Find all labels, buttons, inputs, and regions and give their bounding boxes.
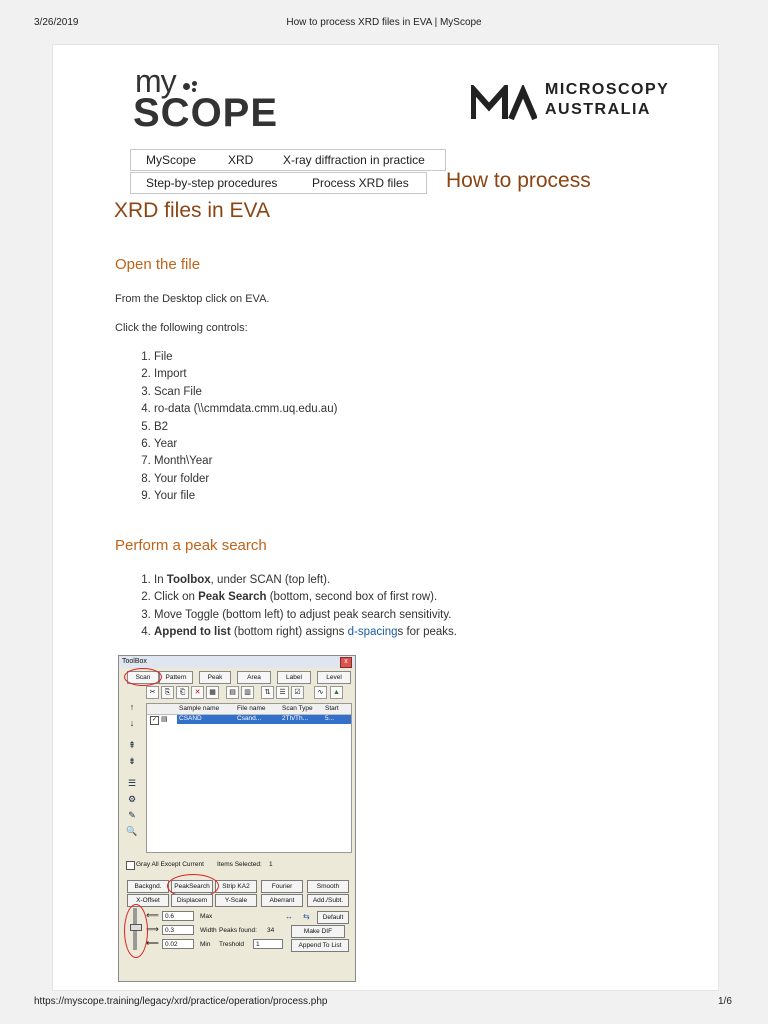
properties-icon[interactable]: ☰	[127, 778, 137, 788]
close-icon[interactable]: x	[340, 657, 352, 668]
peak-search-steps	[115, 572, 457, 642]
d-spacing-link[interactable]: d-spacing	[347, 626, 398, 639]
export-icon[interactable]: ▦	[206, 686, 219, 699]
page-container	[52, 44, 719, 991]
tab-scan[interactable]: Scan	[127, 671, 159, 684]
column-scan-type[interactable]: Scan Type	[282, 705, 313, 712]
list-item: 2. Import	[154, 366, 337, 383]
make-dif-button[interactable]: Make DIF	[291, 925, 345, 938]
logo-my-text: my	[135, 63, 176, 99]
table-row[interactable]: CSAND Csand... 2Th/Th... 5...	[177, 715, 351, 724]
list-item: 1. In Toolbox, under SCAN (top left).	[154, 572, 457, 589]
toolbox-title: ToolBox	[122, 658, 147, 665]
chart-icon[interactable]: ▤	[226, 686, 239, 699]
breadcrumb-row-1	[130, 149, 446, 171]
breadcrumb-xrd[interactable]: XRD	[228, 153, 254, 167]
displacem-button[interactable]: Displacem	[171, 894, 213, 907]
microscopy-australia-logo[interactable]	[471, 81, 671, 125]
strip-ka2-button[interactable]: Strip KA2	[215, 880, 257, 893]
edit-icon[interactable]: ✎	[128, 810, 136, 820]
min-label: Min	[200, 941, 211, 948]
breadcrumb-process-xrd[interactable]: Process XRD files	[312, 176, 409, 190]
section-heading-peak-search: Perform a peak search	[115, 537, 267, 554]
arrow-left-icon: ⟸	[146, 910, 159, 920]
row-doc-icon: ▤	[161, 716, 168, 723]
list-item: 1. File	[154, 349, 337, 366]
column-start[interactable]: Start	[325, 705, 339, 712]
arrow-up-icon[interactable]: ↑	[129, 702, 135, 712]
list-item: 6. Year	[154, 436, 337, 453]
breadcrumb-myscope[interactable]: MyScope	[146, 153, 197, 167]
scissors-icon[interactable]: ✂	[146, 686, 159, 699]
scan-list-grid	[146, 703, 352, 853]
width-label: Width	[200, 927, 217, 934]
page-title-part1: How to process	[446, 169, 591, 192]
arrow-down-icon[interactable]: ↓	[129, 718, 135, 728]
list-item: 4. Append to list (bottom right) assigns d-spacings for peaks.	[154, 624, 457, 641]
backgnd-button[interactable]: Backgnd.	[127, 880, 169, 893]
paste-icon[interactable]: ⎗	[176, 686, 189, 699]
list-item: 8. Your folder	[154, 471, 337, 488]
y-scale-button[interactable]: Y-Scale	[215, 894, 257, 907]
tab-pattern[interactable]: Pattern	[159, 671, 193, 684]
open-file-intro: From the Desktop click on EVA.	[115, 293, 270, 305]
expand-arrows-icon[interactable]: ↔	[285, 912, 293, 921]
print-date: 3/26/2019	[34, 17, 79, 28]
gray-all-checkbox[interactable]	[126, 861, 135, 870]
toolbox-titlebar	[119, 656, 355, 668]
aberrant-button[interactable]: Aberrant	[261, 894, 303, 907]
append-to-list-button[interactable]: Append To List	[291, 939, 349, 952]
print-page-number: 1/6	[718, 996, 732, 1007]
items-selected-value: 1	[269, 861, 273, 868]
list-item: 4. ro-data (\\cmmdata.cmm.uq.edu.au)	[154, 401, 337, 418]
arrow-left-icon: ⟵	[146, 938, 159, 948]
tab-area[interactable]: Area	[237, 671, 271, 684]
list-item: 3. Move Toggle (bottom left) to adjust peak search sensitivity.	[154, 607, 457, 624]
min-input[interactable]: 0.02	[162, 939, 194, 949]
list-icon[interactable]: ☰	[276, 686, 289, 699]
fourier-button[interactable]: Fourier	[261, 880, 303, 893]
delete-icon[interactable]: ✕	[191, 686, 204, 699]
checklist-icon[interactable]: ☑	[291, 686, 304, 699]
threshold-label: Treshold	[219, 941, 245, 948]
sort-icon[interactable]: ⇅	[261, 686, 274, 699]
settings-icon[interactable]: ⚙	[127, 794, 137, 804]
width-input[interactable]: 0.3	[162, 925, 194, 935]
page-title-part2: XRD files in EVA	[114, 199, 270, 222]
gray-all-label: Gray All Except Current	[136, 861, 204, 868]
list-item: 7. Month\Year	[154, 453, 337, 470]
list-item: 9. Your file	[154, 488, 337, 505]
partner-name-line2: AUSTRALIA	[545, 101, 651, 118]
column-sample-name[interactable]: Sample name	[179, 705, 220, 712]
curve-icon[interactable]: ∿	[314, 686, 327, 699]
items-selected-label: Items Selected:	[217, 861, 262, 868]
list-item: 3. Scan File	[154, 384, 337, 401]
list-item: 2. Click on Peak Search (bottom, second box of first row).	[154, 589, 457, 606]
triangle-icon[interactable]: ▲	[330, 686, 343, 699]
column-file-name[interactable]: File name	[237, 705, 266, 712]
arrow-right-icon: ⟹	[146, 924, 159, 934]
section-heading-open-file: Open the file	[115, 256, 201, 273]
move-bottom-icon[interactable]: ⇟	[128, 756, 136, 766]
add-subt-button[interactable]: Add./Subt.	[307, 894, 349, 907]
tab-peak[interactable]: Peak	[199, 671, 231, 684]
breadcrumb-xrd-in-practice[interactable]: X-ray diffraction in practice	[283, 153, 425, 167]
open-file-instruction: Click the following controls:	[115, 322, 248, 334]
table-icon[interactable]: ▥	[241, 686, 254, 699]
partner-name-line1: MICROSCOPY	[545, 81, 670, 98]
highlight-toggle	[124, 904, 148, 958]
open-file-steps	[115, 349, 337, 506]
toolbox-window	[118, 655, 356, 982]
smooth-button[interactable]: Smooth	[307, 880, 349, 893]
breadcrumb-row-2	[130, 172, 427, 194]
print-url: https://myscope.training/legacy/xrd/practice/operation/process.php	[34, 996, 328, 1007]
x-offset-button[interactable]: X-Offset	[127, 894, 169, 907]
peaksearch-button[interactable]: PeakSearch	[171, 880, 213, 893]
move-top-icon[interactable]: ⇞	[128, 740, 136, 750]
logo-scope-text: SCOPE	[133, 91, 279, 135]
print-title: How to process XRD files in EVA | MyScope	[286, 17, 482, 28]
collapse-arrows-icon[interactable]: ⇆	[303, 912, 310, 921]
tab-label[interactable]: Label	[277, 671, 311, 684]
breadcrumb-step-by-step[interactable]: Step-by-step procedures	[146, 176, 278, 190]
zoom-icon[interactable]: 🔍	[126, 826, 138, 836]
print-header	[0, 0, 768, 40]
peaks-found-label: Peaks found:	[219, 927, 257, 934]
copy-icon[interactable]: ⎘	[161, 686, 174, 699]
highlight-scan-tab	[124, 668, 162, 686]
threshold-input[interactable]: 1	[253, 939, 283, 949]
toolbox-icon-row	[146, 686, 351, 700]
max-input[interactable]: 0.6	[162, 911, 194, 921]
max-label: Max	[200, 913, 213, 920]
list-item: 5. B2	[154, 419, 337, 436]
tab-level[interactable]: Level	[317, 671, 351, 684]
microscopy-australia-mark-icon	[471, 85, 537, 121]
peaks-found-value: 34	[267, 927, 275, 934]
row-checkbox[interactable]: ✓	[151, 717, 158, 723]
grid-header	[147, 704, 351, 715]
myscope-logo[interactable]	[133, 63, 293, 137]
default-button[interactable]: Default	[317, 911, 349, 924]
